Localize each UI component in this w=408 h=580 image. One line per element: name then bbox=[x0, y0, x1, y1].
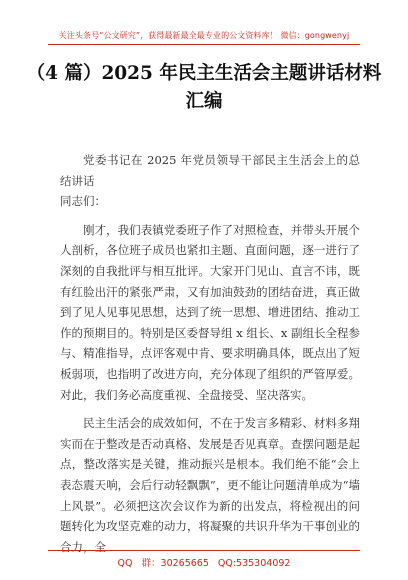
document-subtitle: 党委书记在 2025 年党员领导干部民主生活会上的总结讲话 bbox=[60, 153, 360, 188]
salutation: 同志们： bbox=[60, 194, 106, 209]
header-divider bbox=[48, 44, 360, 45]
header-notice: 关注头条号“公文研究”，获得最新最全最专业的公文资料库！ 微信：gongwenyj bbox=[58, 31, 350, 40]
footer-contact: QQ 群：30265665 QQ:535304092 bbox=[117, 558, 291, 569]
document-title: （4 篇）2025 年民主生活会主题讲话材料汇编 bbox=[26, 63, 382, 112]
body-paragraph-1: 刚才，我们表镇党委班子作了对照检查，并带头开展个人剖析，各位班子成员也紧扣主题、直面问题，逐一进行了深刻的自我批评与相互批评。大家开门见山、直言不讳，既有红脸出汗的紧张严肃，又有加油鼓劲的团结奋进，真正做到了见人见事见思想，达到了统一思想、增进团结、推动工作的预期目的。特别是区委督导组 x 组长、x 副组长全程参与、精准指导，点评客观中肯、要求明确具体，既点出了短板弱项，也指明了改进方向，充分体现了组织的严管厚爱。对此，我们务必高度重视、全盘接受、坚决落实。 bbox=[60, 222, 360, 402]
document-body bbox=[60, 150, 360, 557]
body-paragraph-2: 民主生活会的成效如何，不在于发言多精彩、材料多翔实而在于整改是否动真格、发展是否见真章。查摆问题是起点，整改落实是关键，推动振兴是根本。我们绝不能“会上表态震天响，会后行动轻飘飘”，更不能让问题清单成为“墙上风景”。必须把这次会议作为新的出发点，将检视出的问题转化为攻坚克难的动力，将凝聚的共识升华为干事创业的合力，全 bbox=[60, 416, 360, 554]
footer-divider bbox=[48, 550, 360, 551]
